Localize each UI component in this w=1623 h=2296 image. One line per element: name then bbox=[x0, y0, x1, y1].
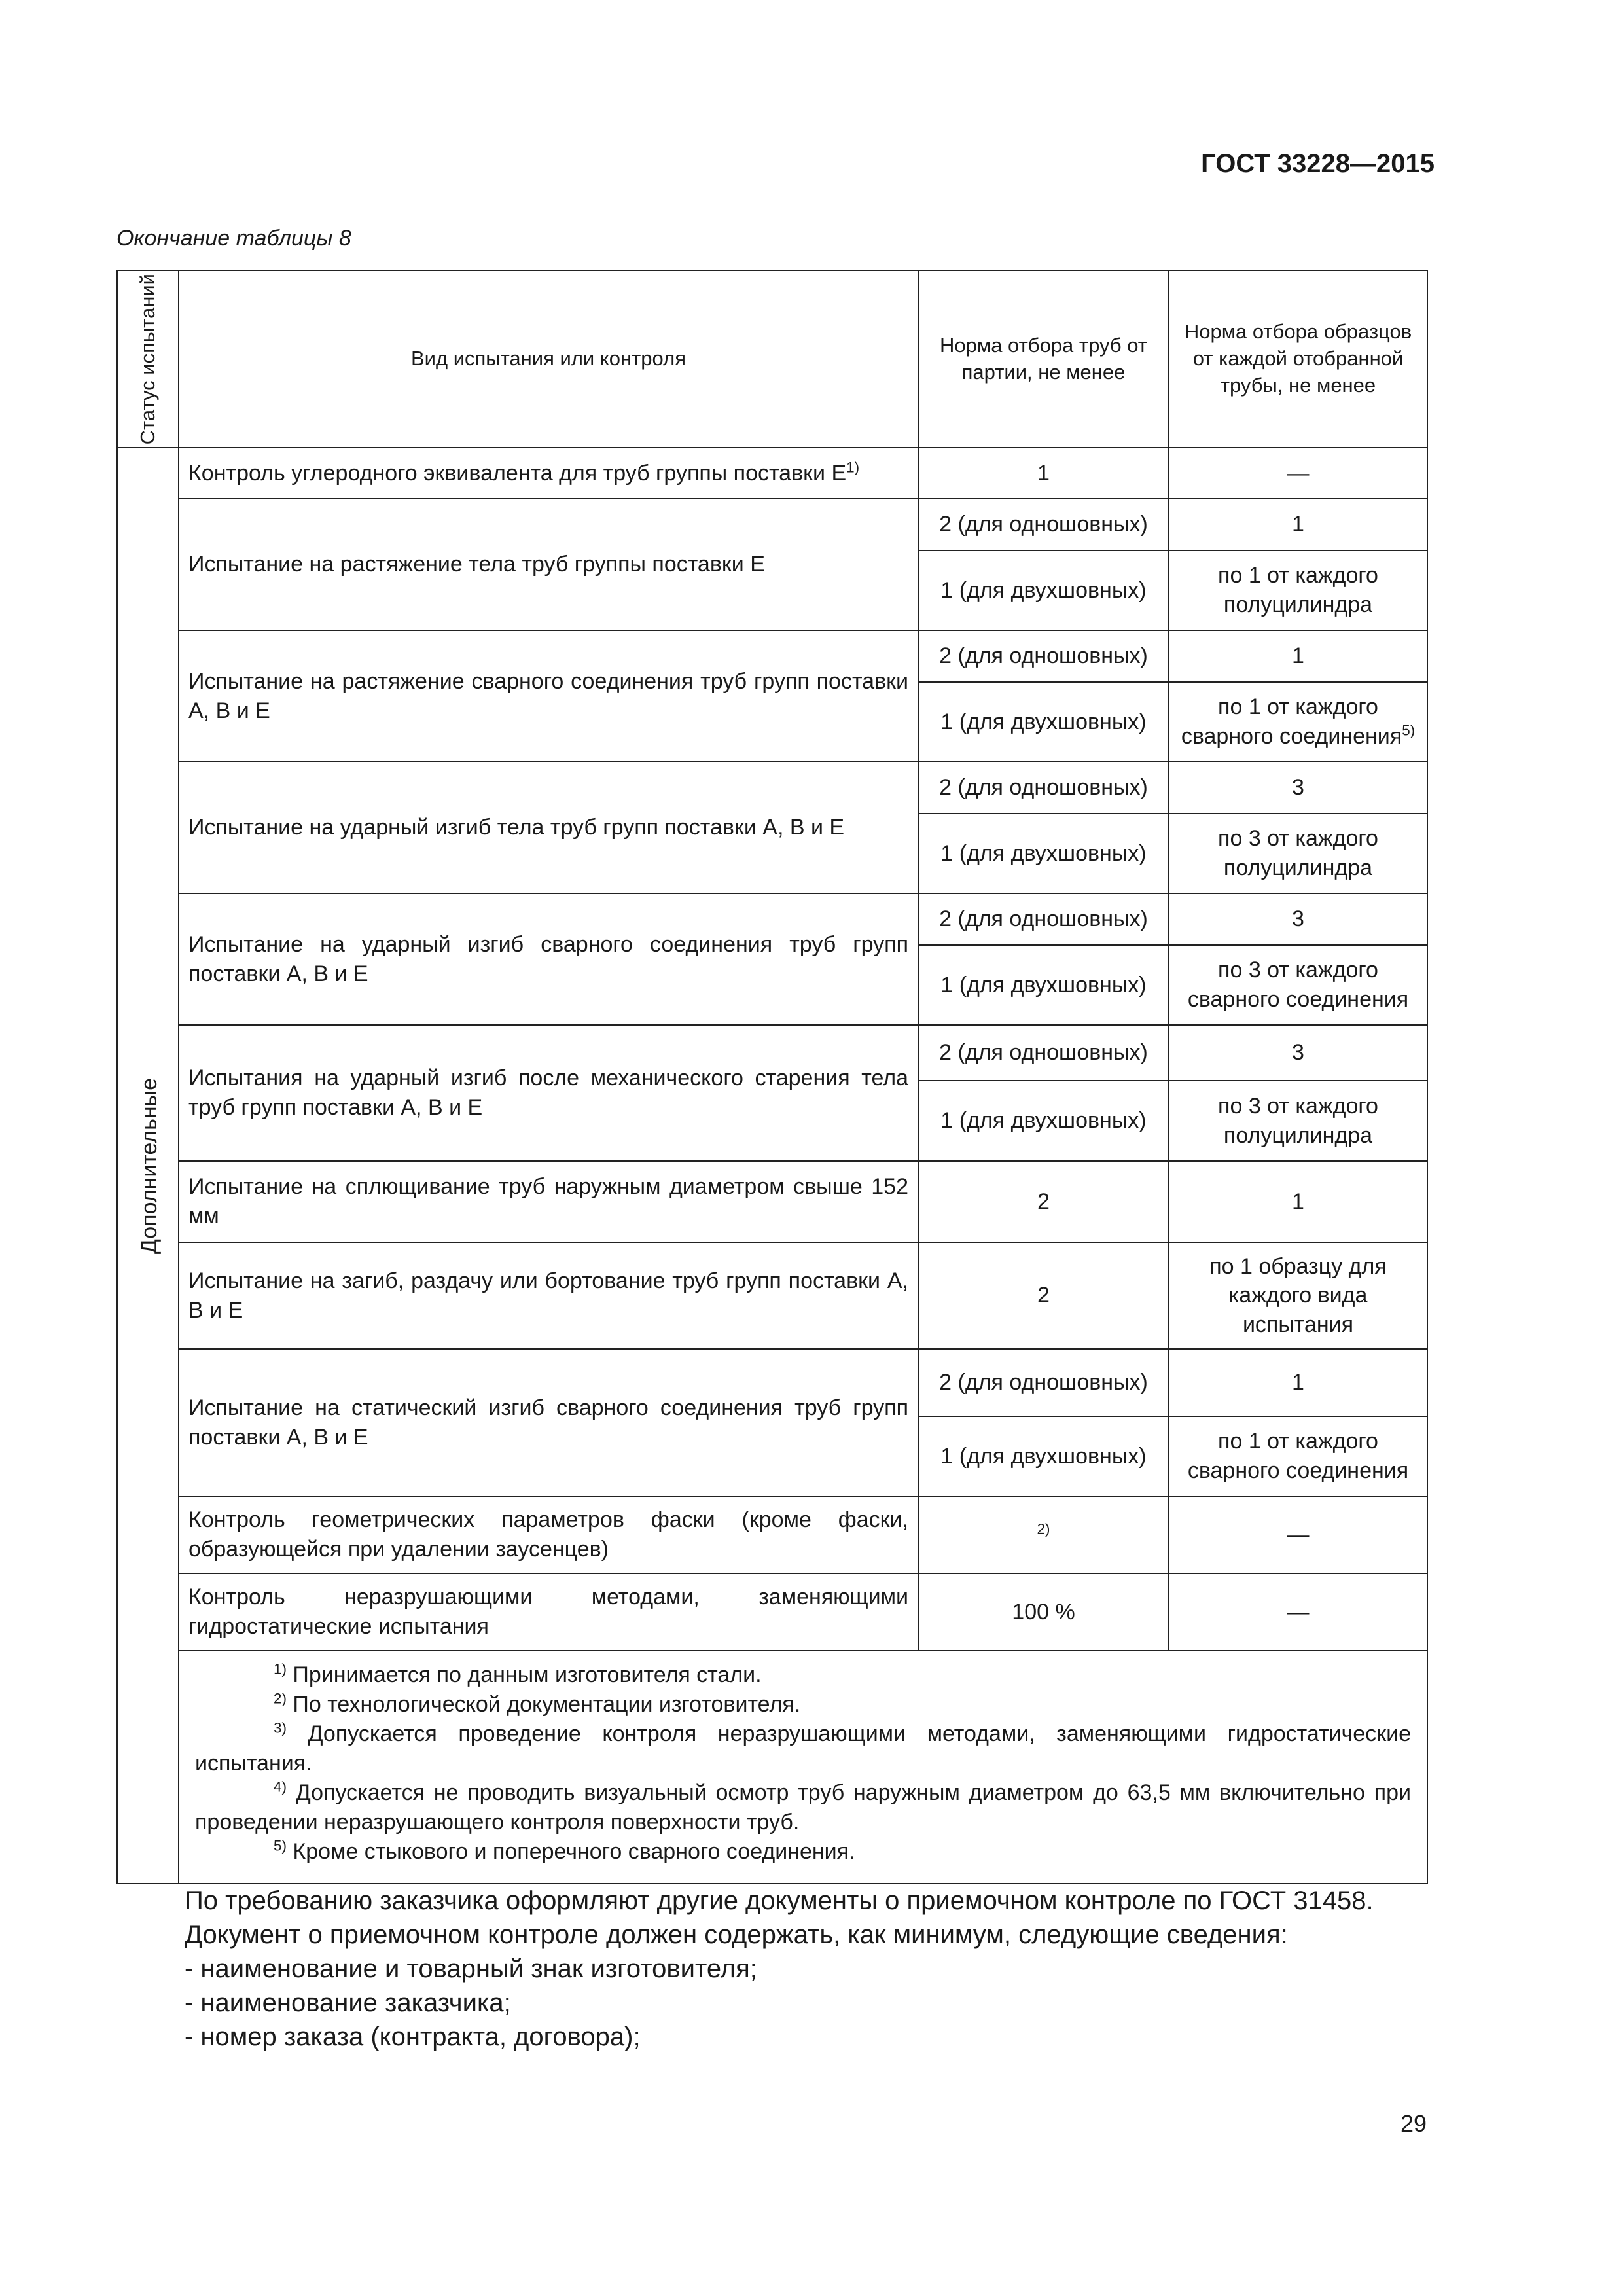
pipe-norm: 1 (для двухшовных) bbox=[918, 814, 1169, 893]
footnotes bbox=[179, 1651, 1427, 1884]
footnote: $^{3)}$ Допускается проведение контроля неразрушающими методами, заменяющими гидростатические испытания. bbox=[195, 1719, 1411, 1776]
test-name: Контроль неразрушающими методами, заменяющими гидростатические испытания bbox=[179, 1573, 918, 1651]
sample-norm: 3 bbox=[1169, 893, 1427, 945]
test-name: Контроль углеродного эквивалента для труб группы поставки $Е^{1)}$ bbox=[179, 448, 918, 499]
sample-norm: — bbox=[1169, 1496, 1427, 1573]
sample-norm: по 1 от каждого сварного соединения$^{5)}$ bbox=[1169, 682, 1427, 762]
pipe-norm: 2 (для одношовных) bbox=[918, 499, 1169, 550]
sample-norm: по 3 от каждого полуцилиндра bbox=[1169, 1081, 1427, 1161]
header-pipe-norm: Норма отбора труб от партии, не менее bbox=[918, 270, 1169, 448]
test-name: Испытание на ударный изгиб сварного соединения труб групп поставки А, В и Е bbox=[179, 893, 918, 1025]
table-row bbox=[117, 1025, 1427, 1081]
header-test: Вид испытания или контроля bbox=[179, 270, 918, 448]
pipe-norm: 2 (для одношовных) bbox=[918, 762, 1169, 814]
table-row bbox=[117, 1349, 1427, 1416]
test-name: Испытание на статический изгиб сварного соединения труб групп поставки А, В и Е bbox=[179, 1349, 918, 1496]
sample-norm: — bbox=[1169, 448, 1427, 499]
pipe-norm: 1 (для двухшовных) bbox=[918, 550, 1169, 630]
status-cell-additional: Дополнительные bbox=[117, 448, 179, 1884]
body-line: По требованию заказчика оформляют другие документы о приемочном контроле по ГОСТ 31458. bbox=[185, 1886, 1374, 1915]
sample-norm: по 1 от каждого сварного соединения bbox=[1169, 1416, 1427, 1496]
pipe-norm: 2 bbox=[918, 1161, 1169, 1242]
header-sample-norm: Норма отбора образцов от каждой отобранной трубы, не менее bbox=[1169, 270, 1427, 448]
sample-norm: 3 bbox=[1169, 1025, 1427, 1081]
pipe-norm: 2 bbox=[918, 1242, 1169, 1349]
pipe-norm: 2 (для одношовных) bbox=[918, 893, 1169, 945]
table-row bbox=[117, 762, 1427, 814]
body-line: - наименование и товарный знак изготовителя; bbox=[185, 1954, 757, 1983]
document-code: ГОСТ 33228—2015 bbox=[1201, 149, 1435, 178]
pipe-norm: 1 (для двухшовных) bbox=[918, 945, 1169, 1025]
test-name: Испытание на растяжение тела труб группы поставки Е bbox=[179, 499, 918, 630]
body-line: - номер заказа (контракта, договора); bbox=[185, 2022, 641, 2051]
footnote: $^{1)}$ Принимается по данным изготовителя стали. bbox=[274, 1661, 762, 1688]
sample-norm: по 1 образцу для каждого вида испытания bbox=[1169, 1242, 1427, 1349]
pipe-norm: 2 (для одношовных) bbox=[918, 1025, 1169, 1081]
sample-norm: по 1 от каждого полуцилиндра bbox=[1169, 550, 1427, 630]
acceptance-table bbox=[116, 270, 1428, 1884]
table-row bbox=[117, 893, 1427, 945]
test-name: Испытание на растяжение сварного соединения труб групп поставки А, В и Е bbox=[179, 630, 918, 762]
body-line: Документ о приемочном контроле должен содержать, как минимум, следующие сведения: bbox=[185, 1920, 1288, 1949]
pipe-norm: 2 (для одношовных) bbox=[918, 1349, 1169, 1416]
body-text bbox=[185, 1884, 1428, 2054]
table-row bbox=[117, 630, 1427, 682]
test-name: Испытания на ударный изгиб после механического старения тела труб групп поставки А, В и Е bbox=[179, 1025, 918, 1161]
footnote: $^{2)}$ По технологической документации изготовителя. bbox=[274, 1690, 801, 1717]
sample-norm: по 3 от каждого полуцилиндра bbox=[1169, 814, 1427, 893]
table-header-row bbox=[117, 270, 1427, 448]
test-name: Испытание на сплющивание труб наружным диаметром свыше 152 мм bbox=[179, 1161, 918, 1242]
table-row bbox=[117, 1496, 1427, 1573]
page-number: 29 bbox=[1400, 2110, 1427, 2137]
table-row bbox=[117, 1573, 1427, 1651]
pipe-norm: 1 (для двухшовных) bbox=[918, 1416, 1169, 1496]
test-name: Контроль геометрических параметров фаски (кроме фаски, образующейся при удалении заусенцев) bbox=[179, 1496, 918, 1573]
pipe-norm: 1 (для двухшовных) bbox=[918, 1081, 1169, 1161]
table-caption: Окончание таблицы 8 bbox=[116, 226, 351, 251]
test-name: Испытание на загиб, раздачу или бортование труб групп поставки А, В и Е bbox=[179, 1242, 918, 1349]
pipe-norm: 100 % bbox=[918, 1573, 1169, 1651]
table-row bbox=[117, 448, 1427, 499]
sample-norm: по 3 от каждого сварного соединения bbox=[1169, 945, 1427, 1025]
table-row bbox=[117, 1242, 1427, 1349]
sample-norm: 1 bbox=[1169, 630, 1427, 682]
sample-norm: 3 bbox=[1169, 762, 1427, 814]
sample-norm: 1 bbox=[1169, 499, 1427, 550]
footnote: $^{4)}$ Допускается не проводить визуальный осмотр труб наружным диаметром до 63,5 мм включительно при проведении неразрушающего контроля поверхности труб. bbox=[195, 1778, 1411, 1835]
pipe-norm: 2 (для одношовных) bbox=[918, 630, 1169, 682]
test-name: Испытание на ударный изгиб тела труб групп поставки А, В и Е bbox=[179, 762, 918, 893]
table-row bbox=[117, 499, 1427, 550]
table-row bbox=[117, 1161, 1427, 1242]
header-status: Статус испытаний bbox=[117, 270, 179, 448]
pipe-norm: 1 (для двухшовных) bbox=[918, 682, 1169, 762]
sample-norm: 1 bbox=[1169, 1161, 1427, 1242]
sample-norm: — bbox=[1169, 1573, 1427, 1651]
sample-norm: 1 bbox=[1169, 1349, 1427, 1416]
footnote: $^{5)}$ Кроме стыкового и поперечного сварного соединения. bbox=[274, 1837, 855, 1864]
footnotes-row bbox=[117, 1651, 1427, 1884]
pipe-norm: 1 bbox=[918, 448, 1169, 499]
pipe-norm: 2) bbox=[918, 1496, 1169, 1573]
body-line: - наименование заказчика; bbox=[185, 1988, 511, 2017]
